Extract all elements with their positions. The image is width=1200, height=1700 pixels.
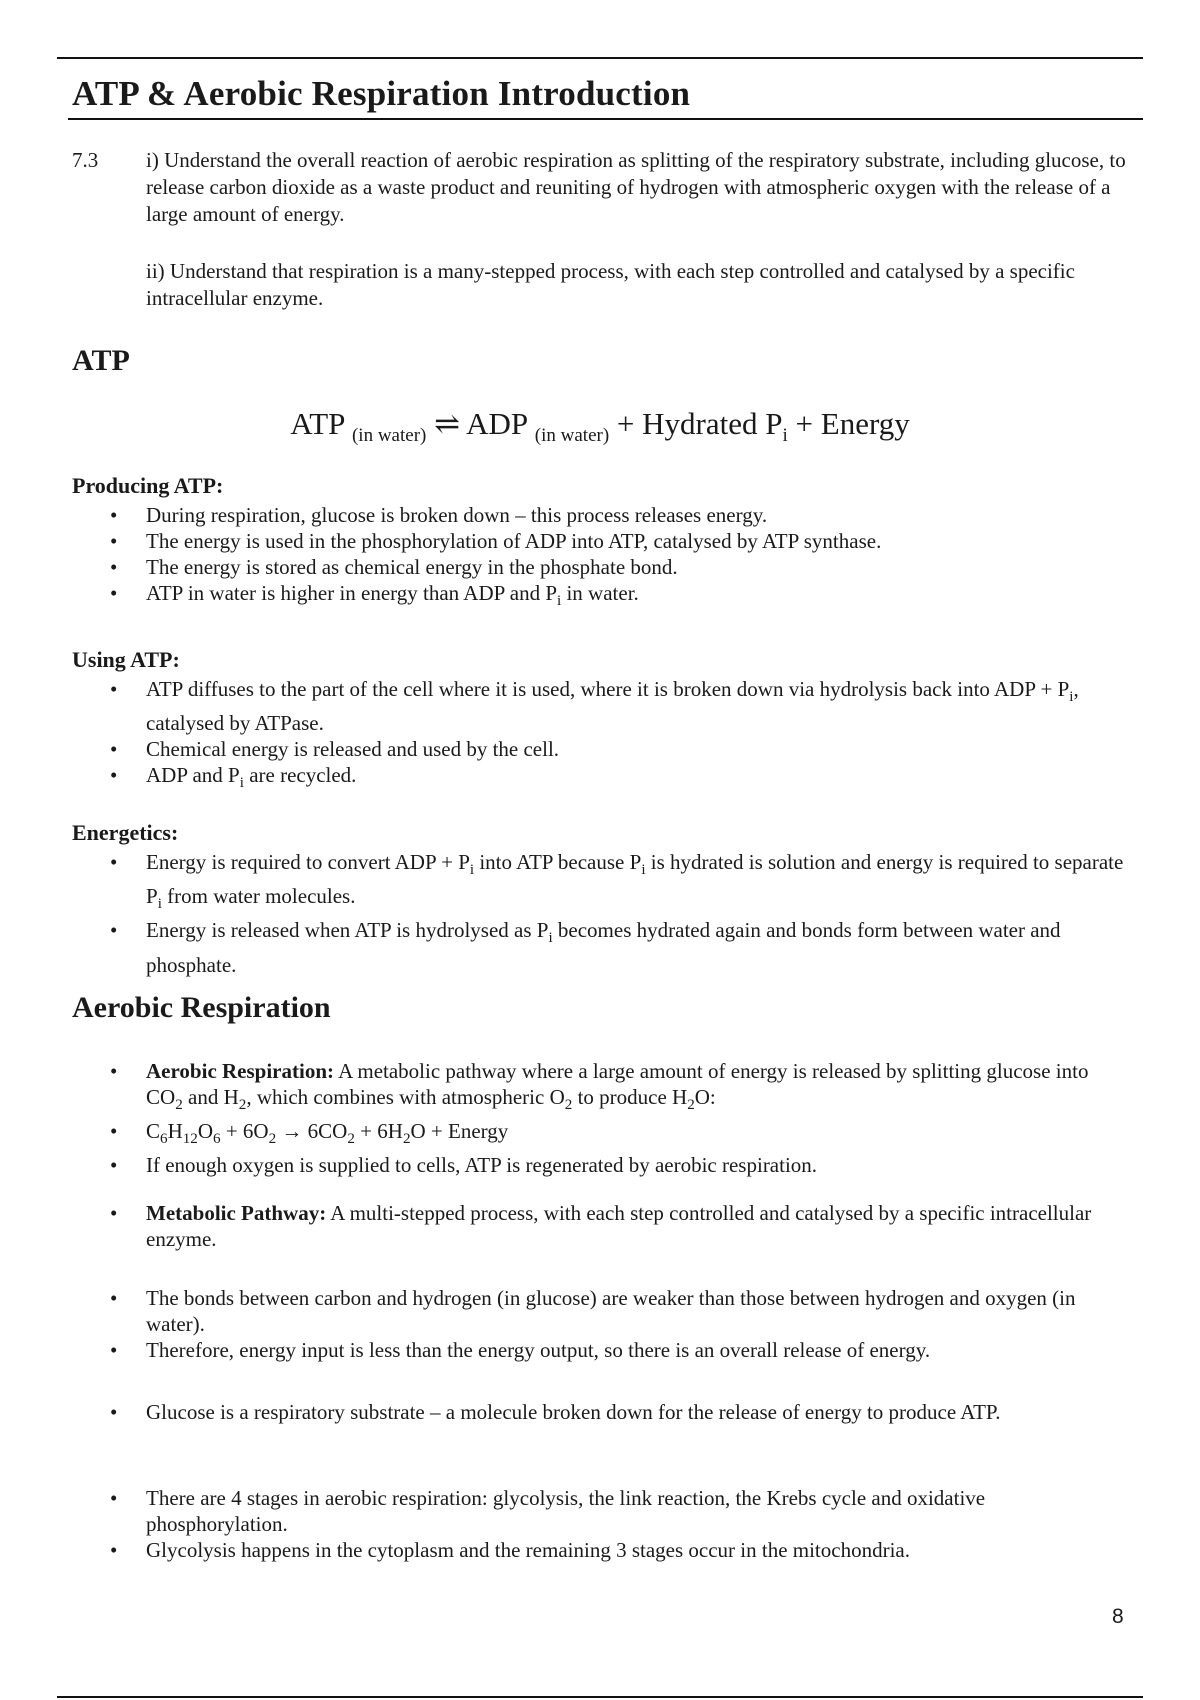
title-underline [68, 118, 1143, 120]
energetics-heading: Energetics: [72, 820, 179, 845]
page-number: 8 [1112, 1605, 1124, 1628]
stages-list [108, 1485, 1128, 1563]
list-item: • Chemical energy is released and used by the cell. [110, 737, 560, 762]
producing-atp-list [108, 502, 1128, 614]
spec-number: 7.3 [72, 148, 99, 172]
list-item: • ADP and $P_i$ are recycled. [110, 763, 357, 792]
metabolic-pathway-list [108, 1200, 1128, 1252]
list-item: • There are 4 stages in aerobic respiration: glycolysis, the link reaction, the Krebs cycle and oxidative phosphorylation. [110, 1486, 986, 1536]
atp-heading: ATP [72, 344, 130, 377]
list-item: • Metabolic Pathway: A multi-stepped process, with each step controlled and catalysed by a specific intracellular enzyme. [110, 1201, 1092, 1251]
list-item: • Glycolysis happens in the cytoplasm and the remaining 3 stages occur in the mitochondria. [110, 1538, 910, 1562]
atp-equation: ATP $_{(in water)}$ ⇌ ADP $_{(in water)}$ + Hydrated $P_i$ + Energy [290, 406, 910, 447]
list-item: • Aerobic Respiration: A metabolic pathway where a large amount of energy is released by splitting glucose into $CO_2$ and $H_2$, which combines with atmospheric $O_2$ to produce $H_2O$: [110, 1059, 1089, 1114]
list-item: • Energy is required to convert ADP + $P_i$ into ATP because $P_i$ is hydrated is solution and energy is required to separate $P_i$ from water molecules. [110, 850, 1124, 913]
list-item: • Glucose is a respiratory substrate – a molecule broken down for the release of energy to produce ATP. [110, 1400, 1001, 1424]
respiration-equation: $C_6H_{12}O_6 + 6O_2 \to 6CO_2 + 6H_2O$ + Energy [146, 1119, 509, 1148]
list-item: • ATP in water is higher in energy than ADP and $P_i$ in water. [110, 581, 639, 610]
top-rule [57, 57, 1143, 59]
list-item: • The bonds between carbon and hydrogen (in glucose) are weaker than those between hydrogen and oxygen (in water). [110, 1286, 1076, 1336]
aerobic-respiration-heading: Aerobic Respiration [72, 991, 331, 1024]
bottom-rule [57, 1696, 1143, 1698]
list-item: • If enough oxygen is supplied to cells, ATP is regenerated by aerobic respiration. [110, 1153, 818, 1178]
substrate-list [108, 1399, 1128, 1425]
spec-point-i: i) Understand the overall reaction of aerobic respiration as splitting of the respiratory substrate, including glucose, to release carbon dioxide as a waste product and reuniting of hydrogen with atmospheric oxygen with the release of a large amount of energy. [146, 148, 1126, 226]
list-item: • Energy is released when ATP is hydrolysed as $P_i$ becomes hydrated again and bonds form between water and phosphate. [110, 918, 1061, 977]
using-atp-heading: Using ATP: [72, 647, 180, 672]
list-item: • ATP diffuses to the part of the cell where it is used, where it is broken down via hydrolysis back into ADP + $P_i$, catalysed by ATPase. [110, 677, 1079, 736]
list-item: • During respiration, glucose is broken down – this process releases energy. [110, 503, 768, 527]
list-item: • The energy is stored as chemical energy in the phosphate bond. [110, 555, 678, 579]
aerobic-definition-list [108, 1058, 1128, 1178]
spec-point-ii: ii) Understand that respiration is a many-stepped process, with each step controlled and catalysed by a specific intracellular enzyme. [146, 259, 1075, 310]
energetics-list [108, 849, 1128, 978]
producing-atp-heading: Producing ATP: [72, 473, 224, 498]
page-title: ATP & Aerobic Respiration Introduction [72, 74, 691, 113]
list-item: • The energy is used in the phosphorylation of ADP into ATP, catalysed by ATP synthase. [110, 529, 882, 553]
list-item: • $C_6H_{12}O_6 + 6O_2 \to 6CO_2 + 6H_2O$ + Energy [110, 1119, 509, 1148]
using-atp-list [108, 676, 1128, 796]
list-item: • Therefore, energy input is less than the energy output, so there is an overall release of energy. [110, 1338, 931, 1362]
bonds-list [108, 1285, 1128, 1363]
